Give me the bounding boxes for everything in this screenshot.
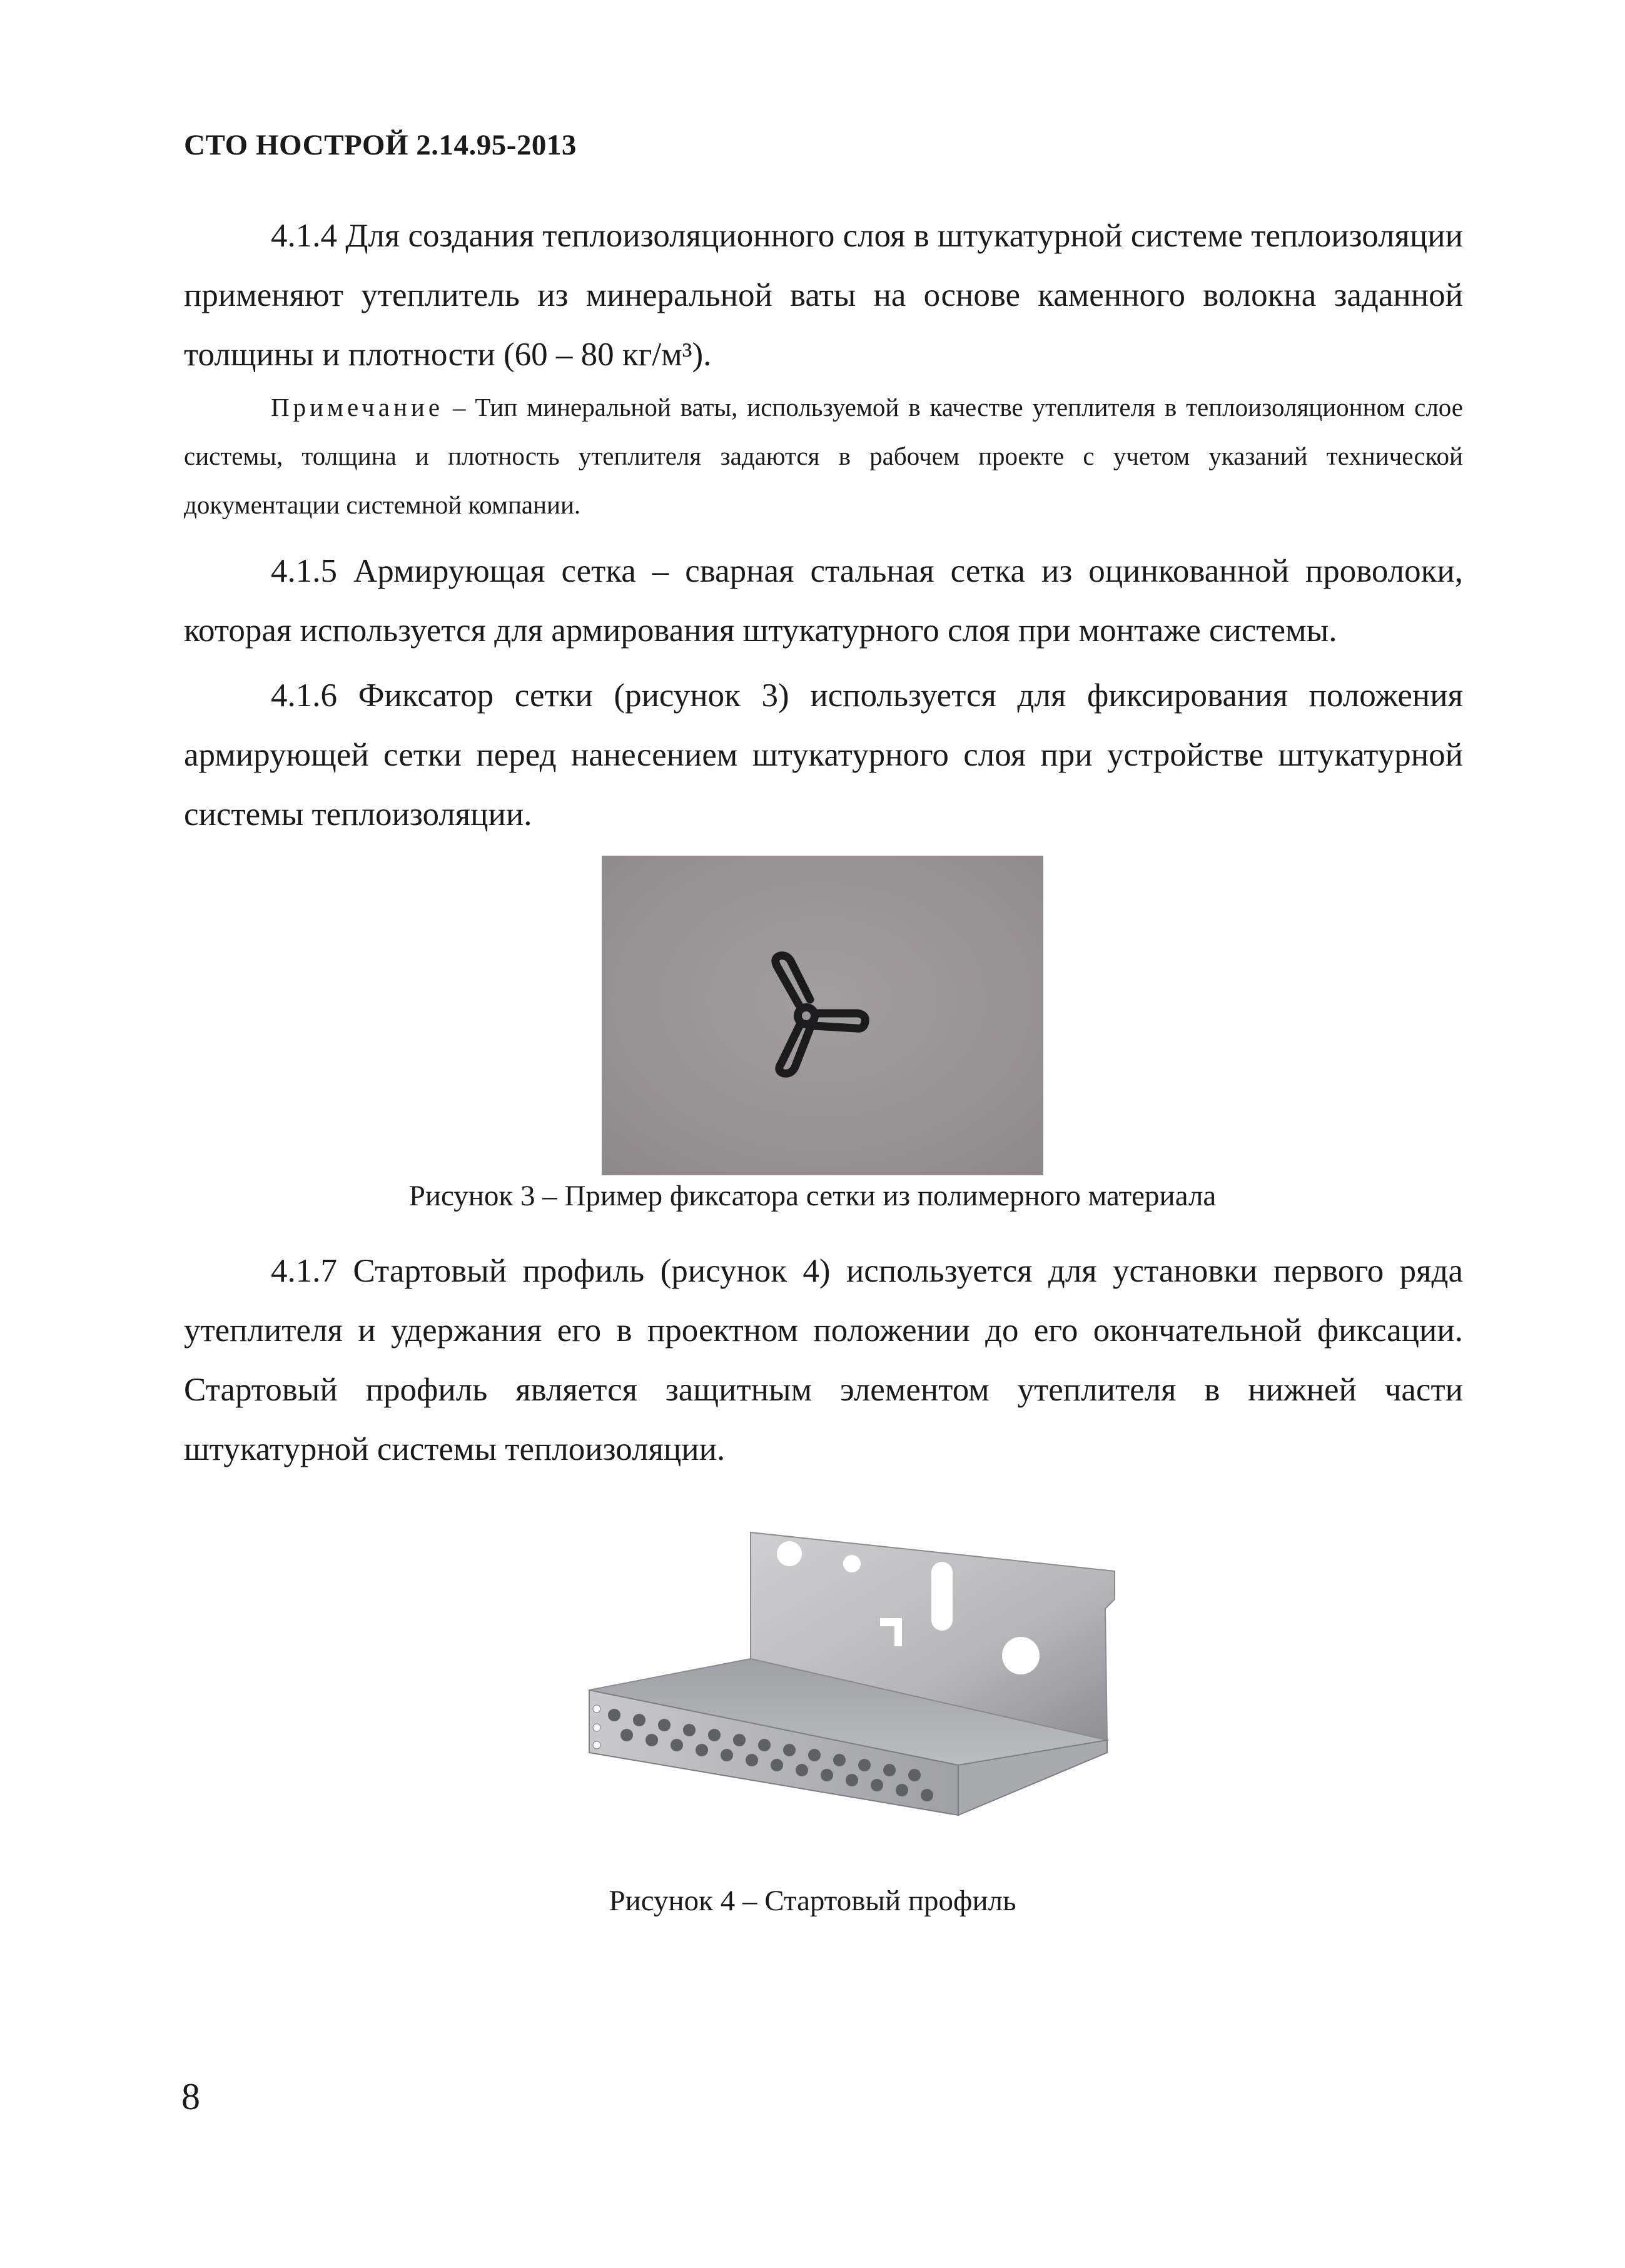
figure-4-caption: Рисунок 4 – Стартовый профиль <box>609 1885 1016 1917</box>
figure-3-caption: Рисунок 3 – Пример фиксатора сетки из полимерного материала <box>408 1180 1217 1212</box>
figure-4-photo <box>527 1502 1177 1840</box>
paragraph-4-1-7 <box>184 1242 1463 1479</box>
paragraph-text: 4.1.4 Для создания теплоизоляционного слоя в штукатурной системе теплоизоляции применяют утеплитель из минеральной ваты на основе каменного волокна заданной толщины и плотности (60 – 80 кг/м³). <box>184 218 1463 373</box>
paragraph-text: 4.1.6 Фиксатор сетки (рисунок 3) используется для фиксирования положения армирующей сетки перед нанесением штукатурного слоя при устройстве штукатурной системы теплоизоляции. <box>184 677 1463 833</box>
note-text: – Тип минеральной ваты, используемой в качестве утеплителя в теплоизоляционном слое системы, толщина и плотность утеплителя задаются в рабочем проекте с учетом указаний технической документации системной компании. <box>184 393 1463 519</box>
paragraph-4-1-5 <box>184 542 1463 661</box>
note-label: Примечание <box>271 393 444 422</box>
paragraph-4-1-4 <box>184 206 1463 385</box>
page-header: СТО НОСТРОЙ 2.14.95-2013 <box>184 129 577 161</box>
page-number: 8 <box>181 2076 200 2117</box>
figure-3-photo <box>602 856 1043 1175</box>
paragraph-4-1-6 <box>184 666 1463 844</box>
note <box>184 383 1463 529</box>
paragraph-text: 4.1.7 Стартовый профиль (рисунок 4) используется для установки первого ряда утеплителя и удержания его в проектном положении до его окончательной фиксации. Стартовый профиль является защитным элементом утеплителя в нижней части штукатурной системы теплоизоляции. <box>184 1253 1463 1467</box>
paragraph-text: 4.1.5 Армирующая сетка – сварная стальная сетка из оцинкованной проволоки, которая используется для армирования штукатурного слоя при монтаже системы. <box>184 553 1463 649</box>
